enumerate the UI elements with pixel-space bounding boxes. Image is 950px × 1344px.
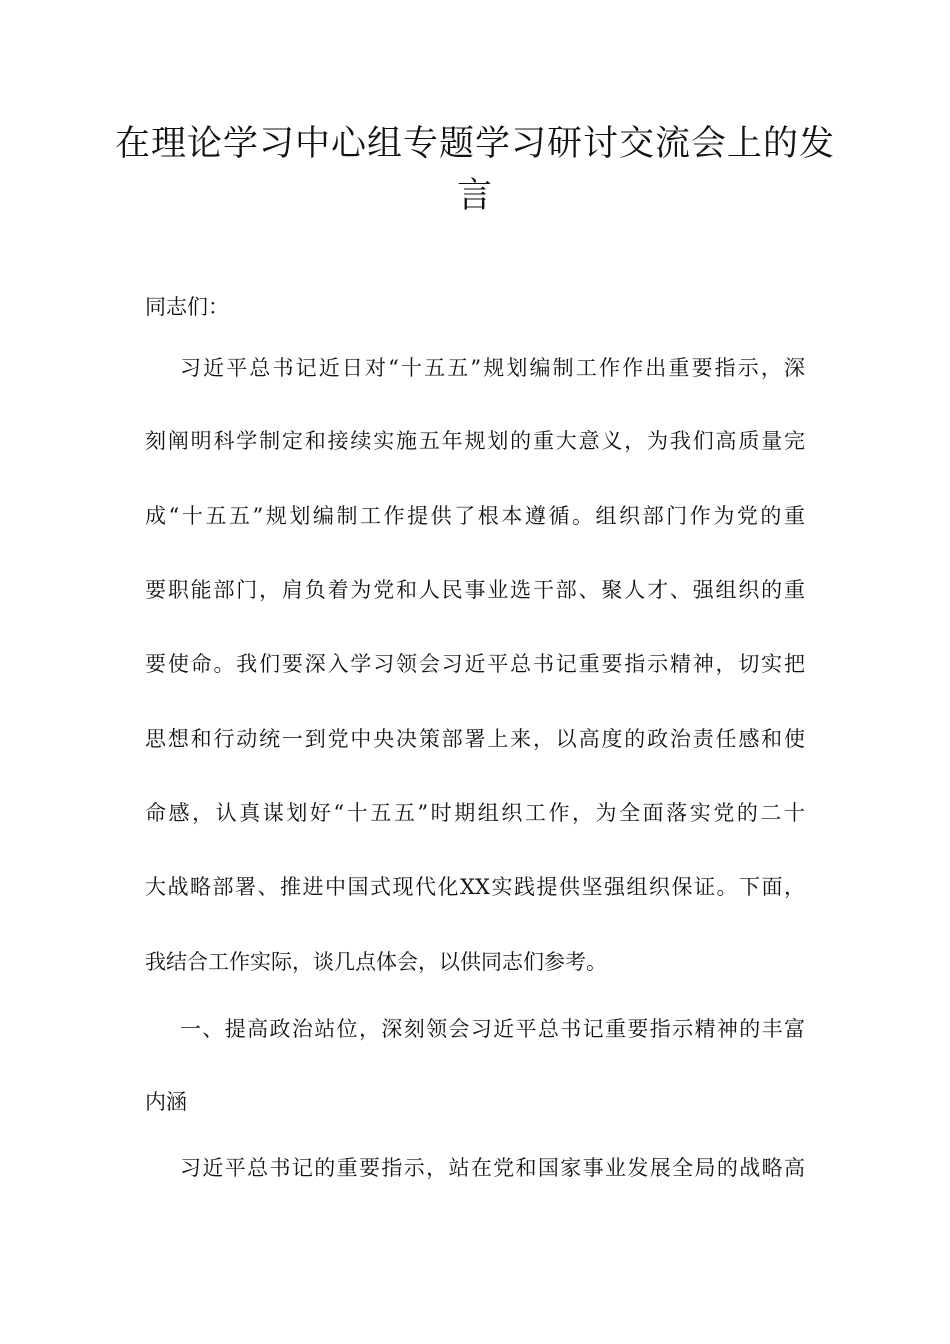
paragraph-line: 成“十五五”规划编制工作提供了根本遵循。组织部门作为党的重 — [145, 504, 805, 528]
paragraph-line: 大战略部署、推进中国式现代化XX实践提供坚强组织保证。下面， — [145, 875, 805, 899]
section-heading-line: 内涵 — [145, 1090, 187, 1114]
section-heading-line: 一、提高政治站位，深刻领会习近平总书记重要指示精神的丰富 — [180, 1017, 805, 1041]
paragraph-line: 我结合工作实际，谈几点体会，以供同志们参考。 — [145, 950, 607, 974]
paragraph-line: 习近平总书记的重要指示，站在党和国家事业发展全局的战略高 — [180, 1156, 805, 1180]
paragraph-line: 要使命。我们要深入学习领会习近平总书记重要指示精神，切实把 — [145, 652, 805, 676]
document-title: 在理论学习中心组专题学习研讨交流会上的发言 — [114, 124, 835, 216]
salutation: 同志们： — [145, 295, 229, 319]
paragraph-line: 要职能部门，肩负着为党和人民事业选干部、聚人才、强组织的重 — [145, 578, 805, 602]
paragraph-line: 思想和行动统一到党中央决策部署上来，以高度的政治责任感和使 — [145, 727, 805, 751]
paragraph-line: 习近平总书记近日对“十五五”规划编制工作作出重要指示，深 — [180, 356, 805, 380]
paragraph-line: 命感，认真谋划好“十五五”时期组织工作，为全面落实党的二十 — [145, 801, 805, 825]
paragraph-line: 刻阐明科学制定和接续实施五年规划的重大意义，为我们高质量完 — [145, 429, 805, 453]
